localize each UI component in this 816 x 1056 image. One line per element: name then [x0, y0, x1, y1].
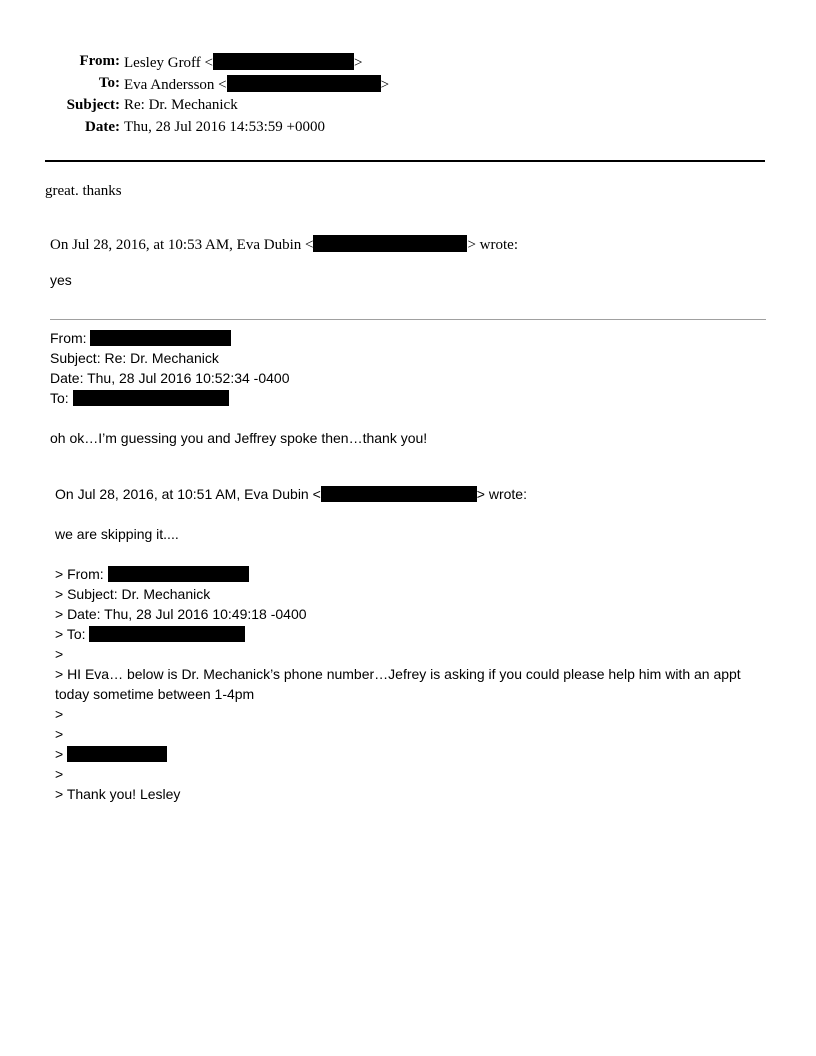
to-value	[124, 75, 389, 94]
fwd-to-label: To:	[50, 390, 73, 406]
header-divider	[45, 160, 765, 162]
fwd-date: Date: Thu, 28 Jul 2016 10:52:34 -0400	[50, 370, 290, 386]
reply-text: great. thanks	[45, 183, 122, 199]
quote1-intro: On Jul 28, 2016, at 10:53 AM, Eva Dubin <	[50, 237, 314, 253]
subject-value: Re: Dr. Mechanick	[124, 97, 238, 113]
q-gt-line: >	[55, 706, 64, 722]
from-label: From:	[79, 53, 120, 69]
redacted-email	[321, 486, 477, 502]
quote1-wrote: > wrote:	[467, 237, 518, 253]
date-label: Date:	[85, 119, 120, 135]
redacted-email	[313, 235, 467, 252]
q-to	[55, 624, 245, 644]
fwd-to	[50, 388, 229, 408]
quote1-text: yes	[50, 272, 72, 288]
fwd-from	[50, 328, 231, 348]
q-from-label: > From:	[55, 566, 108, 582]
redacted-email	[73, 390, 229, 406]
date-value: Thu, 28 Jul 2016 14:53:59 +0000	[124, 119, 325, 135]
redacted-email	[90, 330, 231, 346]
q-from	[55, 564, 249, 584]
to-close: >	[380, 77, 390, 93]
from-value	[124, 53, 362, 72]
quote2-text: we are skipping it....	[55, 526, 179, 542]
quote2-intro: On Jul 28, 2016, at 10:51 AM, Eva Dubin <	[55, 486, 321, 502]
redacted-email	[89, 626, 245, 642]
q-date: > Date: Thu, 28 Jul 2016 10:49:18 -0400	[55, 606, 307, 622]
redacted-phone	[67, 746, 167, 762]
q-prefix: >	[55, 746, 68, 762]
from-name: Lesley Groff <	[124, 55, 213, 71]
from-close: >	[354, 55, 363, 71]
q-msg-line2: today sometime between 1-4pm	[55, 686, 255, 702]
subject-label: Subject:	[66, 97, 120, 113]
q-to-label: > To:	[55, 626, 90, 642]
quote2-attribution	[55, 484, 527, 504]
quote1-attribution	[50, 235, 518, 254]
q-gt-line: >	[55, 726, 64, 742]
q-thanks: > Thank you! Lesley	[55, 786, 181, 802]
fwd-from-label: From:	[50, 330, 91, 346]
forward-divider	[50, 319, 766, 320]
q-msg-line1: > HI Eva… below is Dr. Mechanick’s phone number…Jefrey is asking if you could please help him with an appt	[55, 666, 741, 682]
fwd-text: oh ok…I’m guessing you and Jeffrey spoke then…thank you!	[50, 430, 428, 446]
q-gt-line: >	[55, 766, 64, 782]
quote2-wrote: > wrote:	[476, 486, 527, 502]
redacted-email	[227, 75, 381, 92]
redacted-email	[213, 53, 354, 70]
to-name: Eva Andersson <	[124, 77, 227, 93]
q-redacted-line	[55, 744, 167, 764]
q-gt-line: >	[55, 646, 64, 662]
q-subject: > Subject: Dr. Mechanick	[55, 586, 211, 602]
to-label: To:	[98, 75, 120, 91]
fwd-subject: Subject: Re: Dr. Mechanick	[50, 350, 219, 366]
redacted-email	[108, 566, 249, 582]
